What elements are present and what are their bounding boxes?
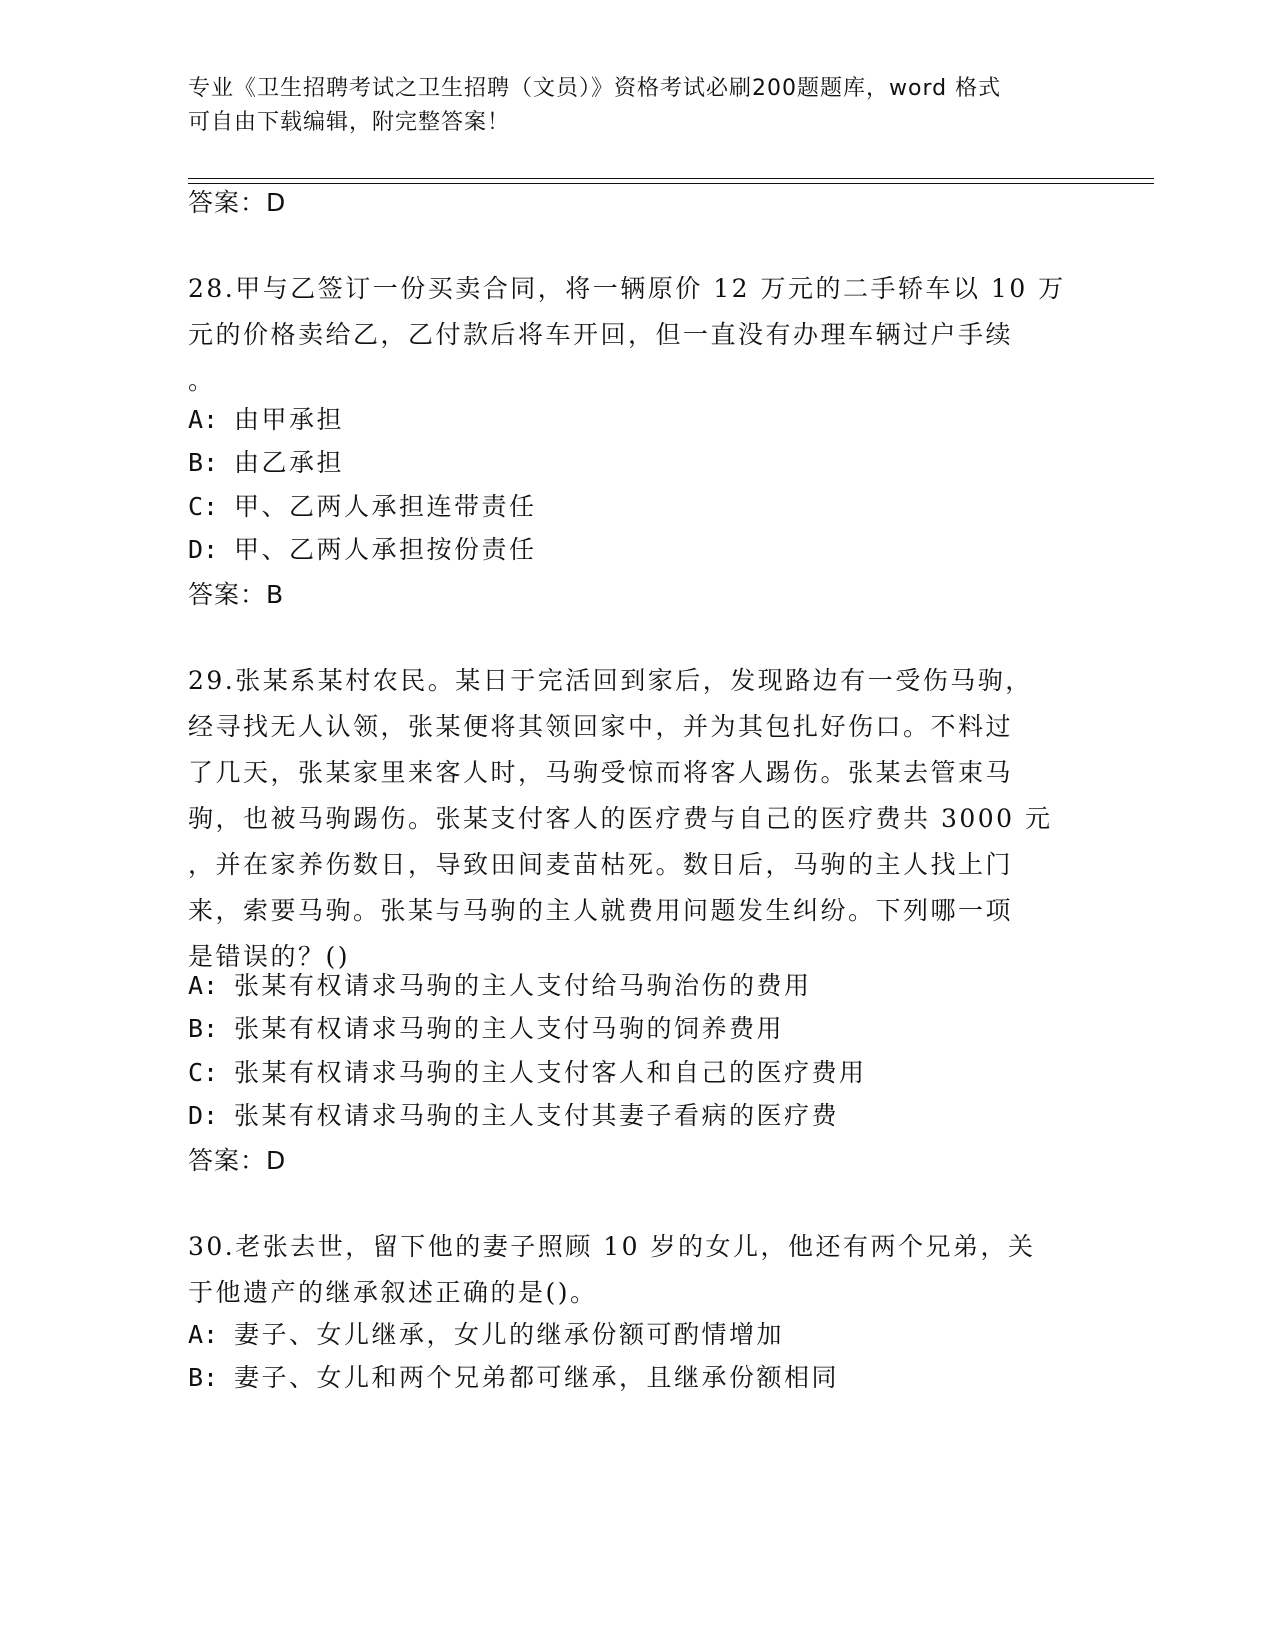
option-text: 张某有权请求马驹的主人支付给马驹治伤的费用 (234, 971, 812, 1000)
header-rule-bottom (188, 183, 1154, 184)
header-line-2: 可自由下载编辑，附完整答案！ (188, 110, 511, 135)
option-key: C: (188, 1058, 219, 1087)
question-30-option-a (188, 1318, 1088, 1352)
question-text-line: 。 (188, 366, 216, 395)
question-29-answer: 答案：D (188, 1146, 287, 1175)
option-key: D: (188, 535, 219, 564)
question-28-option-c (188, 490, 1088, 524)
option-key: A: (188, 971, 219, 1000)
option-key: A: (188, 405, 219, 434)
question-28-option-a (188, 403, 1088, 437)
question-text-line: 元的价格卖给乙，乙付款后将车开回，但一直没有办理车辆过户手续 (188, 320, 1014, 349)
option-text: 张某有权请求马驹的主人支付马驹的饲养费用 (234, 1014, 785, 1043)
question-text-line: 29.张某系某村农民。某日于完活回到家后，发现路边有一受伤马驹， (188, 666, 1033, 695)
question-29-option-b (188, 1012, 1088, 1046)
question-text-line: 是错误的？() (188, 942, 351, 971)
option-key: C: (188, 492, 219, 521)
option-text: 妻子、女儿和两个兄弟都可继承，且继承份额相同 (234, 1363, 840, 1392)
question-text-line: 经寻找无人认领，张某便将其领回家中，并为其包扎好伤口。不料过 (188, 712, 1014, 741)
question-28-option-d (188, 533, 1088, 567)
option-text: 张某有权请求马驹的主人支付其妻子看病的医疗费 (234, 1101, 840, 1130)
question-30-text (188, 1224, 1068, 1316)
question-text-line: 30.老张去世，留下他的妻子照顾 10 岁的女儿，他还有两个兄弟，关 (188, 1232, 1036, 1261)
question-text-line: 于他遗产的继承叙述正确的是()。 (188, 1278, 598, 1307)
document-header (188, 72, 1068, 140)
question-text-line: 来，索要马驹。张某与马驹的主人就费用问题发生纠纷。下列哪一项 (188, 896, 1014, 925)
question-28-option-b (188, 446, 1088, 480)
previous-answer: 答案：D (188, 188, 287, 217)
question-29-option-d (188, 1099, 1088, 1133)
header-line-1: 专业《卫生招聘考试之卫生招聘（文员）》资格考试必刷200题题库，word 格式 (188, 76, 1002, 101)
option-text: 张某有权请求马驹的主人支付客人和自己的医疗费用 (234, 1058, 867, 1087)
question-29-text (188, 658, 1068, 980)
question-text-line: 了几天，张某家里来客人时，马驹受惊而将客人踢伤。张某去管束马 (188, 758, 1014, 787)
question-text-line: 28.甲与乙签订一份买卖合同，将一辆原价 12 万元的二手轿车以 10 万 (188, 274, 1066, 303)
question-28-answer: 答案：B (188, 580, 285, 609)
option-text: 甲、乙两人承担按份责任 (234, 535, 537, 564)
question-text-line: 驹，也被马驹踢伤。张某支付客人的医疗费与自己的医疗费共 3000 元 (188, 804, 1053, 833)
question-28-text (188, 266, 1068, 404)
question-30-option-b (188, 1361, 1088, 1395)
option-key: A: (188, 1320, 219, 1349)
question-29-option-c (188, 1056, 1088, 1090)
option-key: B: (188, 1363, 219, 1392)
option-key: B: (188, 448, 219, 477)
question-29-option-a (188, 969, 1088, 1003)
question-text-line: ，并在家养伤数日，导致田间麦苗枯死。数日后，马驹的主人找上门 (188, 850, 1014, 879)
option-key: D: (188, 1101, 219, 1130)
option-text: 由甲承担 (234, 405, 345, 434)
option-text: 甲、乙两人承担连带责任 (234, 492, 537, 521)
option-text: 由乙承担 (234, 448, 345, 477)
header-rule-top (188, 178, 1154, 179)
option-text: 妻子、女儿继承，女儿的继承份额可酌情增加 (234, 1320, 785, 1349)
option-key: B: (188, 1014, 219, 1043)
